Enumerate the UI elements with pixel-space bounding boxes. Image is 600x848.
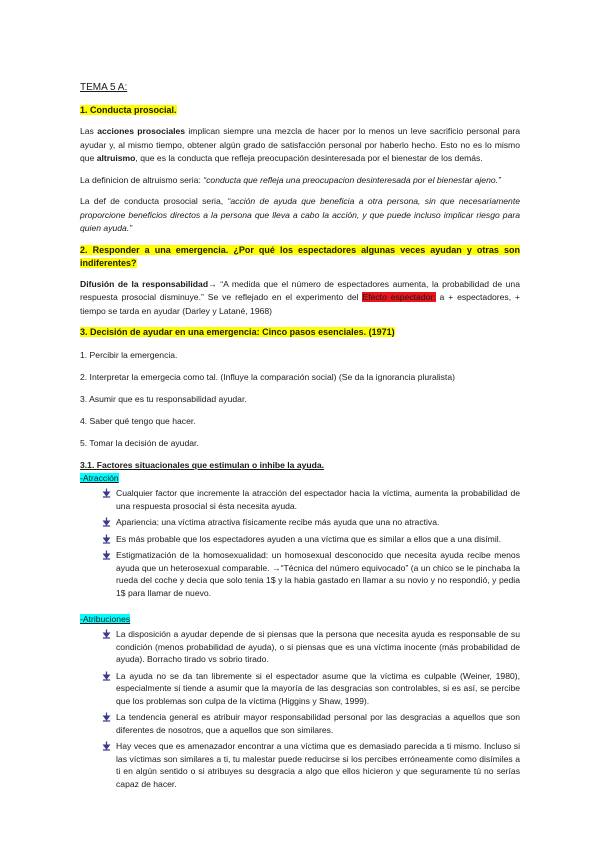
arrow-bullet-icon bbox=[102, 488, 111, 498]
paragraph-diffusion: Difusión de la responsabilidad→ “A medida que el número de espectadores aumenta, la probabilidad de una respuesta prosocial disminuye.” Se ve reflejado en el experimento del Efecto espectador: a + espectadores, + tiempo se tarda en ayudar (Darley y Latané, 1968) bbox=[80, 278, 520, 316]
paragraph-prosocial-def: La def de conducta prosocial seria, “acción de ayuda que beneficia a otra persona, sin que necesariamente proporcione beneficios directos a la persona que lleva a cabo la acción, y que puede incluso implicar riesgo para quien ayuda.” bbox=[80, 196, 520, 233]
list-item: 5. Tomar la decisión de ayudar. bbox=[80, 438, 199, 448]
list-item: Apariencia: una víctima atractiva físicamente recibe más ayuda que una no atractiva. bbox=[80, 516, 520, 529]
paragraph-altruism-definition: La definicion de altruismo seria: “conducta que refleja una preocupacion desinteresada por el bienestar ajeno.” bbox=[80, 174, 501, 185]
paragraph-prosocial-definition: Las acciones prosociales implican siempre una mezcla de hacer por lo menos un leve sacrificio personal para ayudar y, al mismo tiempo, obtener algún grado de satisfacción personal por haberlo hecho. Esto no es lo mismo que altruismo, que es la conducta que refleja preocupación desinteresada por el bienestar de los demás. bbox=[80, 126, 521, 163]
list-item: La disposición a ayudar depende de si piensas que la persona que necesita ayuda es responsable de su condición (menos probabilidad de ayuda), o si piensas que es una víctima inocente (más probabilidad de ayuda). Borracho tirado vs sobrio tirado. bbox=[80, 628, 520, 666]
section-1-heading: 1. Conducta prosocial. bbox=[80, 105, 177, 115]
document-page bbox=[80, 82, 520, 798]
arrow-bullet-icon bbox=[102, 741, 111, 751]
list-item: Hay veces que es amenazador encontrar a una víctima que es demasiado parecida a ti mismo. Incluso si las víctimas son similares a ti, tu malestar puede reducirse si los percibes erróneamente como disímiles a ti en algún sentido o si atribuyes su desgracia a algo que ellos hicieron y que seguramente tú no serías capaz de hacer. bbox=[80, 740, 520, 790]
arrow-bullet-icon bbox=[102, 517, 111, 527]
section-3-1-heading: 3.1. Factores situacionales que estimulan o inhibe la ayuda. bbox=[80, 460, 325, 470]
highlight-bystander-effect: Efecto espectador: bbox=[362, 292, 436, 302]
list-item: 3. Asumir que es tu responsabilidad ayudar. bbox=[80, 394, 247, 404]
five-steps-list bbox=[80, 349, 520, 451]
arrow-bullet-icon bbox=[102, 550, 111, 560]
list-item: La ayuda no se da tan libremente si el espectador asume que la víctima es culpable (Weiner, 1980), especialmente si tiende a asumir que la mayoría de las desgracias son controlables, si es así, se percibe que los problemas son culpa de la víctima (Higgins y Shaw, 1999). bbox=[80, 670, 520, 708]
list-item: Estigmatización de la homosexualidad: un homosexual desconocido que necesita ayuda recibe menos ayuda que un heterosexual comparable. →“Técnica del número equivocado” (a un chico se le pinchaba la rueda del coche y decia que solo tenia 1$ y la habia gastado en llamar a su novio y no respondió, y pedia 1$ para llamar de nuevo. bbox=[80, 549, 520, 599]
page-title: TEMA 5 A: bbox=[80, 82, 128, 93]
atribuciones-list bbox=[80, 628, 520, 790]
category-label-atraccion: -Atracción bbox=[80, 473, 119, 483]
section-3-heading: 3. Decisión de ayudar en una emergencia: Cinco pasos esenciales. (1971) bbox=[80, 327, 395, 337]
arrow-bullet-icon bbox=[102, 671, 111, 681]
arrow-bullet-icon bbox=[102, 629, 111, 639]
list-item: Es más probable que los espectadores ayuden a una víctima que es similar a ellos que a una disímil. bbox=[80, 533, 520, 546]
arrow-bullet-icon bbox=[102, 712, 111, 722]
list-item: 1. Percibir la emergencia. bbox=[80, 350, 178, 360]
category-label-atribuciones: -Atribuciones bbox=[80, 614, 131, 624]
atraccion-list bbox=[80, 487, 520, 599]
section-2-heading: 2. Responder a una emergencia. ¿Por qué los espectadores algunas veces ayudan y otras son indiferentes? bbox=[80, 244, 520, 268]
list-item: La tendencia general es atribuir mayor responsabilidad personal por las desgracias a aquellos que son diferentes de nosotros, que a aquellos que son similares. bbox=[80, 711, 520, 736]
list-item: 4. Saber qué tengo que hacer. bbox=[80, 416, 196, 426]
list-item: 2. Interpretar la emergecia como tal. (Influye la comparación social) (Se da la ignorancia pluralista) bbox=[80, 372, 455, 382]
arrow-bullet-icon bbox=[102, 534, 111, 544]
list-item: Cualquier factor que incremente la atracción del espectador hacia la víctima, aumenta la probabilidad de una respuesta prosocial si ésta necesita ayuda. bbox=[80, 487, 520, 512]
